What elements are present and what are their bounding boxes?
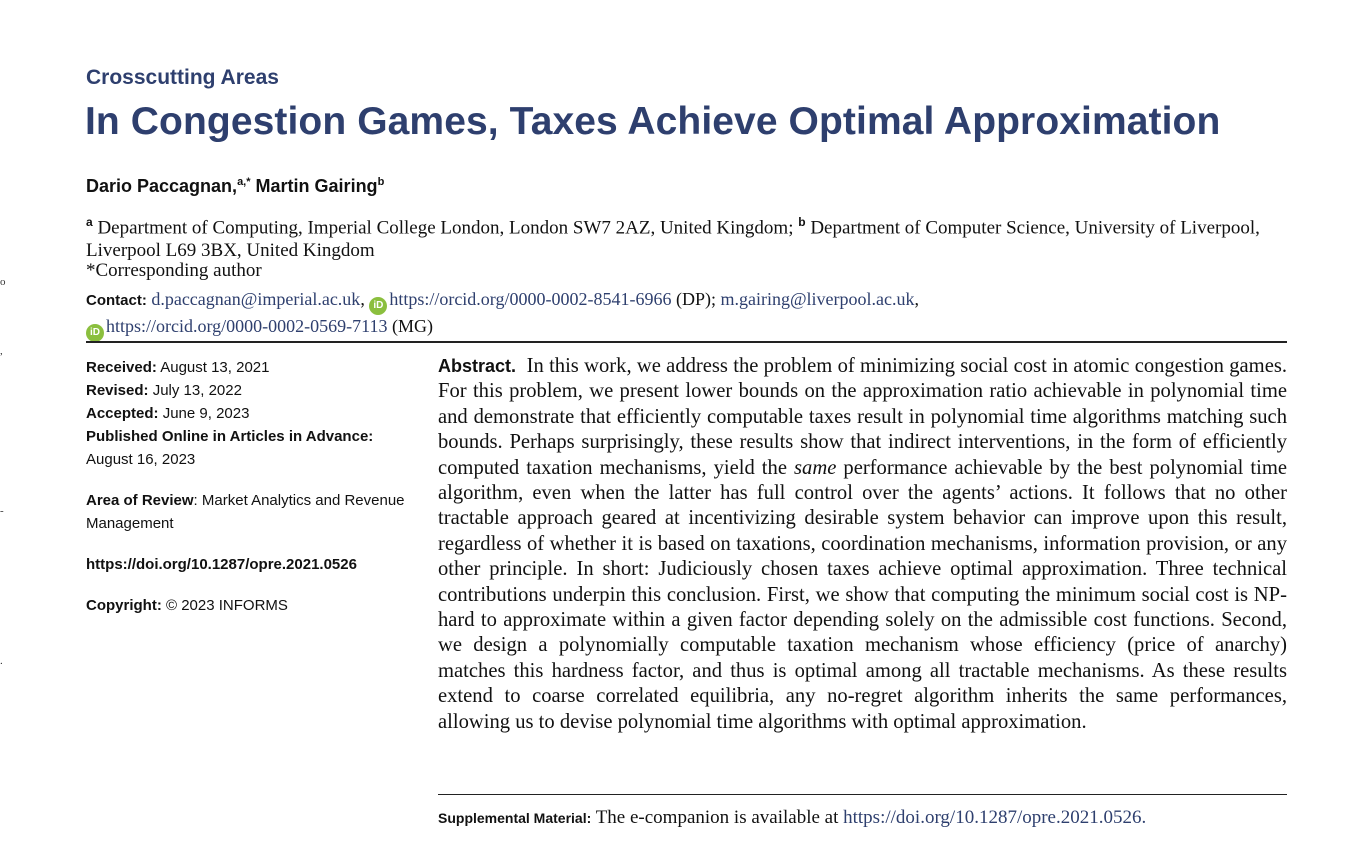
received-label: Received: [86, 359, 157, 376]
orcid-icon: iD [86, 324, 104, 342]
affiliation-a: Department of Computing, Imperial College London, London SW7 2AZ, United Kingdom; [97, 217, 794, 239]
supplemental-text: The e-companion is available at [595, 807, 839, 828]
supplemental-link[interactable]: https://doi.org/10.1287/opre.2021.0526. [843, 807, 1147, 828]
area-label: Area of Review [86, 492, 194, 509]
area-of-review: Area of Review: Market Analytics and Revenue Management [86, 492, 405, 532]
article-history-sidebar [86, 356, 406, 617]
email-link[interactable]: d.paccagnan@imperial.ac.uk [151, 289, 361, 309]
copyright-value: © 2023 INFORMS [166, 597, 288, 614]
supplemental-label: Supplemental Material: [438, 810, 592, 826]
affiliation-mark-a: a [86, 215, 93, 229]
revised-label: Revised: [86, 382, 149, 399]
abstract-text-cont: performance achievable by the best polynomial time algorithm, even when the latter has full control over the agents’ actions. It follows that no other tractable approach geared at incentivizing desirable system behavior can improve upon this result, regardless of whether it is based on taxations, coordination mechanisms, information provision, or any other principle. In short: Judiciously chosen taxes achieve optimal approximation. Three technical contributions underpin this conclusion. First, we show that computing the minimum social cost is NP-hard to approximate within a given factor depending solely on the admissible cost functions. Second, we design a polynomially computable taxation mechanism whose efficiency (price of anarchy) matches this hardness factor, and thus is optimal among all tractable mechanisms. As these results extend to coarse correlated equilibria, any no-regret algorithm inherits the same performances, allowing us to devise polynomial time algorithms with optimal approximation. [438, 456, 1288, 733]
supplemental-material [438, 807, 1146, 829]
corresponding-author-note: *Corresponding author [86, 260, 262, 281]
abstract [438, 354, 1287, 735]
accepted-date: June 9, 2023 [162, 405, 250, 422]
abstract-emphasis: same [794, 456, 837, 479]
margin-mark: - [0, 505, 4, 517]
margin-mark: o [0, 276, 6, 288]
margin-mark: . [0, 655, 3, 667]
accepted-row [86, 402, 406, 425]
footer-divider [438, 794, 1287, 795]
affiliation-mark-b: b [798, 215, 806, 229]
author-name[interactable]: Dario Paccagnan, [86, 176, 238, 196]
revised-row [86, 379, 406, 402]
affiliations [86, 211, 1291, 262]
contact-block: Contact: d.paccagnan@imperial.ac.uk, iD https://orcid.org/0000-0002-8541-6966 (DP); m.gairing@liverpool.ac.uk, iD https://orcid.org/0000-0002-0569-7113 (MG) [86, 288, 1296, 342]
published-label: Published Online in Articles in Advance: [86, 428, 374, 445]
abstract-text: In this work, we address the problem of minimizing social cost in atomic congestion games. For this problem, we present lower bounds on the approximation ratio achievable in polynomial time and demonstrate that efficiently computable taxes result in polynomial time algorithms matching such bounds. Perhaps surprisingly, these results show that indirect interventions, in the form of efficiently computed taxation mechanisms, yield the [438, 355, 1287, 479]
author-name[interactable]: Martin Gairing [255, 176, 378, 196]
revised-date: July 13, 2022 [152, 382, 242, 399]
published-row [86, 425, 406, 471]
email-link[interactable]: m.gairing@liverpool.ac.uk [720, 289, 915, 309]
received-row [86, 356, 406, 379]
orcid-owner: (MG) [391, 316, 433, 336]
orcid-link[interactable]: https://orcid.org/0000-0002-0569-7113 [106, 316, 388, 336]
header-divider [86, 341, 1287, 343]
received-date: August 13, 2021 [160, 359, 270, 376]
area-value: Market Analytics and Revenue Management [86, 492, 405, 532]
margin-mark: , [0, 345, 3, 357]
orcid-link[interactable]: https://orcid.org/0000-0002-8541-6966 [389, 289, 672, 309]
left-margin-artifacts [0, 0, 8, 842]
author-affiliation-mark: b [377, 176, 385, 188]
affiliation-b: Department of Computer Science, University of Liverpool, Liverpool L69 3BX, United Kingdom [86, 217, 1260, 262]
contact-label: Contact: [86, 292, 147, 309]
accepted-label: Accepted: [86, 405, 159, 422]
author-affiliation-mark: a,* [237, 176, 251, 188]
copyright-label: Copyright: [86, 597, 162, 614]
doi-row [86, 553, 406, 576]
section-label: Crosscutting Areas [86, 66, 279, 89]
doi-link[interactable]: https://doi.org/10.1287/opre.2021.0526 [86, 556, 357, 573]
copyright-row [86, 594, 406, 617]
abstract-label: Abstract. [438, 356, 517, 376]
author-list [86, 176, 384, 197]
article-title: In Congestion Games, Taxes Achieve Optimal Approximation [85, 100, 1221, 143]
orcid-owner: (DP); [675, 289, 716, 309]
orcid-icon: iD [369, 297, 387, 315]
published-date: August 16, 2023 [86, 451, 196, 468]
